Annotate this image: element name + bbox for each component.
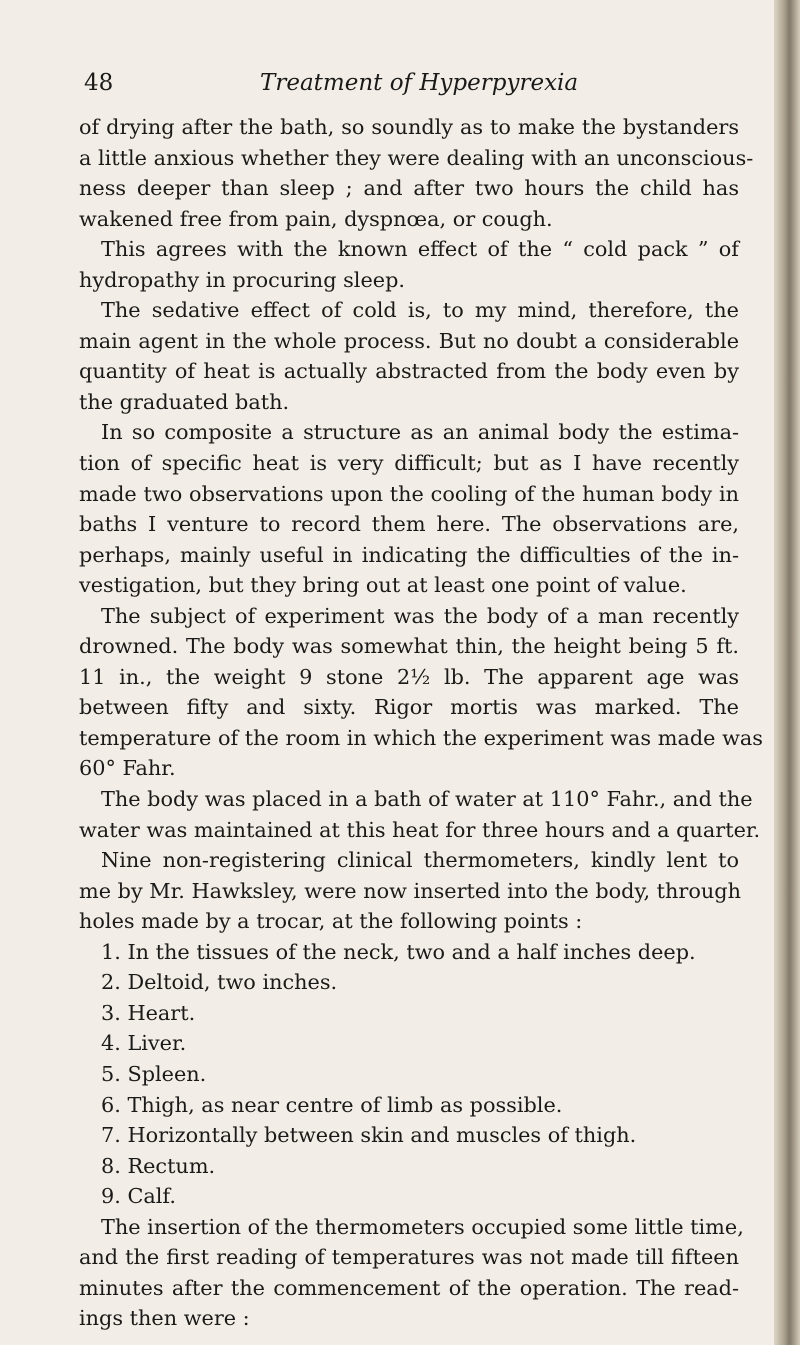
text-line: temperature of the room in which the experiment was made was xyxy=(79,725,763,750)
list-item: 5. Spleen. xyxy=(101,1061,207,1086)
text-line: 11 in., the weight 9 stone 2½ lb. The apparent age was xyxy=(79,664,739,689)
text-line: In so composite a structure as an animal body the estima- xyxy=(101,420,739,445)
list-item: 1. In the tissues of the neck, two and a half inches deep. xyxy=(101,939,696,964)
text-line: The body was placed in a bath of water at 110° Fahr., and the xyxy=(101,787,753,812)
text-line: baths I venture to record them here. The observations are, xyxy=(79,512,739,537)
list-item: 3. Heart. xyxy=(101,1000,196,1025)
text-line: the graduated bath. xyxy=(79,389,290,414)
text-line: This agrees with the known effect of the “ cold pack ” of xyxy=(101,237,739,262)
list-item: 8. Rectum. xyxy=(101,1153,216,1178)
text-line: made two observations upon the cooling of the human body in xyxy=(79,481,739,506)
text-line: tion of specific heat is very difficult; but as I have recently xyxy=(79,451,739,476)
text-line: minutes after the commencement of the operation. The read- xyxy=(79,1275,739,1300)
list-item: 9. Calf. xyxy=(101,1184,176,1209)
text-line: vestigation, but they bring out at least one point of value. xyxy=(79,573,687,598)
page-number: 48 xyxy=(84,70,114,96)
list-item: 2. Deltoid, two inches. xyxy=(101,970,338,995)
text-line: a little anxious whether they were dealing with an unconscious- xyxy=(79,145,754,170)
text-line: quantity of heat is actually abstracted from the body even by xyxy=(79,359,739,384)
list-item: 6. Thigh, as near centre of limb as possible. xyxy=(101,1092,563,1117)
text-line: hydropathy in procuring sleep. xyxy=(79,267,405,292)
text-line: between fifty and sixty. Rigor mortis was marked. The xyxy=(79,695,739,720)
text-line: perhaps, mainly useful in indicating the difficulties of the in- xyxy=(79,542,739,567)
running-title: Treatment of Hyperpyrexia xyxy=(260,70,579,96)
text-line: The insertion of the thermometers occupied some little time, xyxy=(101,1214,744,1239)
running-head xyxy=(84,64,734,104)
text-line: of drying after the bath, so soundly as to make the bystanders xyxy=(79,115,739,139)
text-line: The sedative effect of cold is, to my mind, therefore, the xyxy=(101,298,739,323)
list-item: 7. Horizontally between skin and muscles of thigh. xyxy=(101,1123,637,1148)
text-line: Nine non-registering clinical thermometers, kindly lent to xyxy=(101,848,739,873)
text-line: main agent in the whole process. But no doubt a considerable xyxy=(79,328,739,353)
text-line: and the first reading of temperatures was not made till fifteen xyxy=(79,1245,739,1270)
text-line: me by Mr. Hawksley, were now inserted into the body, through xyxy=(79,878,741,903)
text-line: water was maintained at this heat for three hours and a quarter. xyxy=(79,817,761,842)
text-line: drowned. The body was somewhat thin, the height being 5 ft. xyxy=(79,634,739,659)
body-text xyxy=(79,112,763,1334)
text-line: holes made by a trocar, at the following points : xyxy=(79,909,583,934)
text-line: ness deeper than sleep ; and after two hours the child has xyxy=(79,176,739,201)
text-line: ings then were : xyxy=(79,1306,250,1331)
list-item: 4. Liver. xyxy=(101,1031,187,1056)
text-line: 60° Fahr. xyxy=(79,756,176,781)
text-line: wakened free from pain, dyspnœa, or cough. xyxy=(79,206,553,231)
book-binding-edge xyxy=(774,0,800,1345)
text-line: The subject of experiment was the body of a man recently xyxy=(101,603,739,628)
